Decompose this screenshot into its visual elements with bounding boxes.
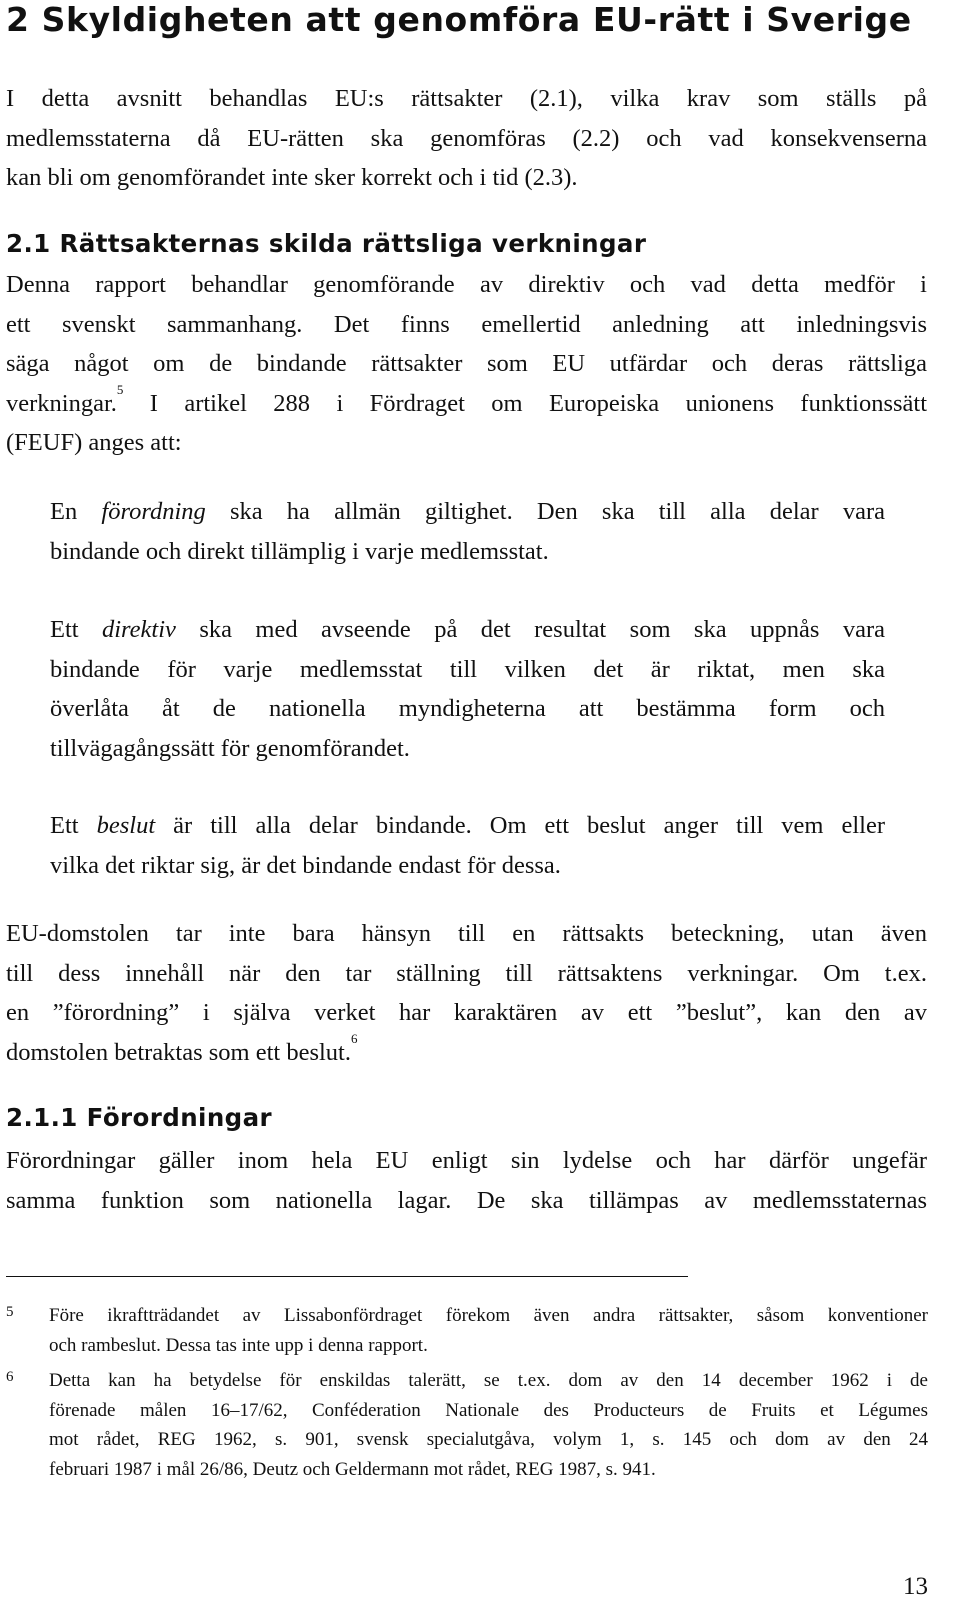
text-line: (FEUF) anges att:: [6, 429, 182, 456]
text-fragment: ska ha allmän giltighet. Den ska till alla delar vara: [205, 498, 885, 525]
section-heading-2-1: 2.1 Rättsakternas skilda rättsliga verkningar: [6, 229, 647, 258]
chapter-heading: 2 Skyldigheten att genomföra EU-rätt i Sverige: [6, 0, 912, 39]
term-beslut: beslut: [96, 812, 156, 839]
text-fragment: ska med avseende på det resultat som ska uppnås vara: [175, 616, 885, 643]
text-line: februari 1987 i mål 26/86, Deutz och Geldermann mot rådet, REG 1987, s. 941.: [49, 1458, 656, 1480]
text-line: [50, 806, 885, 846]
text-line: en ”förordning” i själva verket har karaktären av ett ”beslut”, kan den av: [6, 999, 927, 1026]
text-line: vilka det riktar sig, är det bindande endast för dessa.: [50, 851, 561, 879]
text-fragment: domstolen betraktas som ett beslut.: [6, 1038, 351, 1066]
text-fragment: I artikel 288 i Fördraget om Europeiska unionens funktionssätt: [123, 389, 927, 417]
text-line: Detta kan ha betydelse för enskildas talerätt, se t.ex. dom av den 14 december 1962 i de: [49, 1370, 928, 1391]
section-2-1-1-paragraph: [6, 1141, 927, 1220]
term-forordning: förordning: [101, 498, 206, 525]
section-heading-2-1-1: 2.1.1 Förordningar: [6, 1103, 273, 1132]
footnote-number: 5: [6, 1304, 14, 1320]
text-line: EU-domstolen tar inte bara hänsyn till en rättsakts beteckning, utan även: [6, 920, 927, 947]
text-line: bindande och direkt tillämplig i varje medlemsstat.: [50, 537, 549, 565]
text-fragment: Ett: [50, 812, 97, 839]
text-line: ett svenskt sammanhang. Det finns emellertid anledning att inledningsvis: [6, 310, 927, 338]
text-line: till dess innehåll när den tar ställning till rättsaktens verkningar. Om t.ex.: [6, 959, 927, 987]
text-fragment: verkningar.: [6, 389, 117, 417]
text-line: kan bli om genomförandet inte sker korrekt och i tid (2.3).: [6, 164, 578, 191]
text-line: [6, 1030, 927, 1073]
footnote-text: [49, 1366, 928, 1484]
intro-paragraph: [6, 79, 927, 198]
text-line: bindande för varje medlemsstat till vilken det är riktat, men ska: [50, 655, 885, 683]
text-line: medlemsstaterna då EU-rätten ska genomföras (2.2) och vad konsekvenserna: [6, 124, 927, 152]
section-2-1-paragraph: [6, 265, 927, 463]
text-fragment: Ett: [50, 616, 102, 643]
footnote-divider: [6, 1276, 688, 1277]
quote-forordning: [50, 492, 885, 571]
text-line: tillvägagångssätt för genomförandet.: [50, 734, 410, 762]
text-line: Denna rapport behandlar genomförande av direktiv och vad detta medför i: [6, 271, 927, 298]
text-line: mot rådet, REG 1962, s. 901, svensk specialutgåva, volym 1, s. 145 och dom av den 24: [49, 1429, 928, 1450]
text-line: Före ikraftträdandet av Lissabonfördraget förekom även andra rättsakter, såsom konventioner: [49, 1305, 928, 1326]
page-number: 13: [903, 1573, 928, 1600]
text-line: I detta avsnitt behandlas EU:s rättsakter (2.1), vilka krav som ställs på: [6, 85, 927, 112]
footnote-ref-6[interactable]: 6: [351, 1030, 358, 1046]
text-line: överlåta åt de nationella myndigheterna att bestämma form och: [50, 695, 885, 722]
text-line: Förordningar gäller inom hela EU enligt sin lydelse och har därför ungefär: [6, 1147, 927, 1174]
text-line: [50, 610, 885, 650]
term-direktiv: direktiv: [102, 616, 176, 643]
quote-direktiv: [50, 610, 885, 768]
text-line: säga något om de bindande rättsakter som EU utfärdar och deras rättsliga: [6, 350, 927, 377]
footnote-number: 6: [6, 1369, 14, 1385]
text-line: [6, 381, 927, 424]
domstol-paragraph: [6, 914, 927, 1072]
footnote-text: [49, 1301, 928, 1360]
text-line: förenade målen 16–17/62, Conféderation Nationale des Producteurs de Fruits et Légumes: [49, 1399, 928, 1421]
footnote-ref-5[interactable]: 5: [116, 381, 124, 397]
quote-beslut: [50, 806, 885, 885]
text-line: [50, 492, 885, 532]
text-line: samma funktion som nationella lagar. De ska tillämpas av medlemsstaternas: [6, 1186, 927, 1214]
text-fragment: är till alla delar bindande. Om ett beslut anger till vem eller: [155, 812, 885, 839]
text-fragment: En: [50, 498, 102, 525]
text-line: och rambeslut. Dessa tas inte upp i denna rapport.: [49, 1334, 428, 1356]
